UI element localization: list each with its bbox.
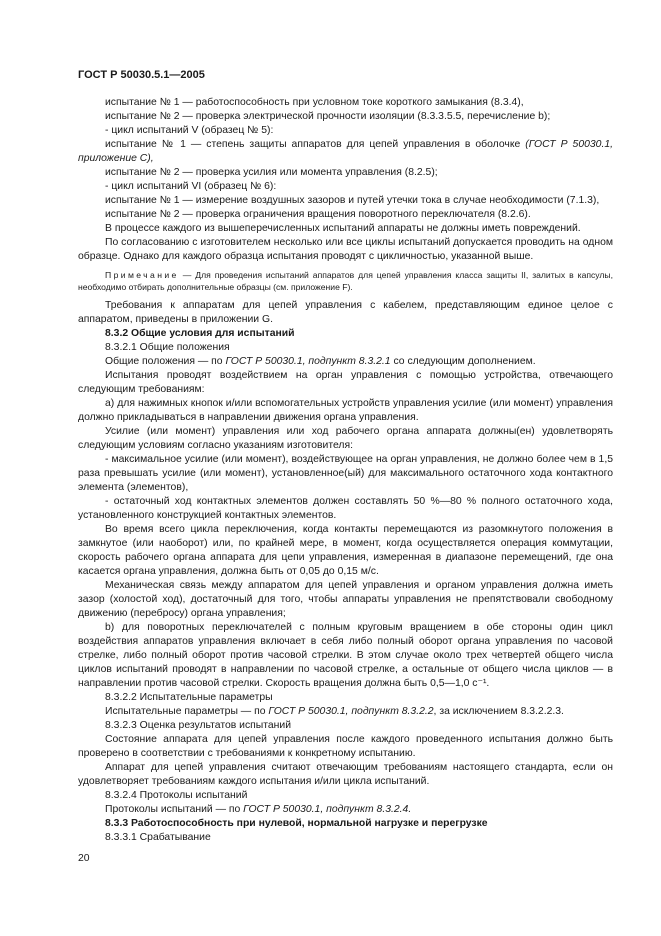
paragraph: [78, 138, 613, 166]
reference: ГОСТ Р 50030.1, подпункт 8.3.2.4.: [243, 804, 412, 815]
paragraph: [78, 705, 613, 719]
reference: ГОСТ Р 50030.1, подпункт 8.3.2.2: [268, 706, 434, 717]
text-span: Общие положения — по: [105, 356, 226, 367]
list-item: - остаточный ход контактных элементов должен составлять 50 %—80 % полного остаточного хода, установленного конструкцией контактных элементов.: [78, 496, 613, 521]
note: [78, 269, 613, 293]
list-item: - цикл испытаний VI (образец № 6):: [105, 181, 277, 192]
list-item: b) для поворотных переключателей с полным круговым вращением в обе стороны один цикл воздействия аппаратов управления включает в себя либо полный оборот органа управления по часовой стрелке, либо полный оборот против часовой стрелки. В этом случае около трех четвертей общего числа циклов испытаний проводят в направлении по часовой стрелке, а остальные от общего числа циклов — в направлении против часовой стрелки. Скорость вращения должна быть 0,5—1,0 с⁻¹.: [78, 622, 613, 689]
subsection-heading: 8.3.2.3 Оценка результатов испытаний: [105, 720, 292, 731]
paragraph: В процессе каждого из вышеперечисленных испытаний аппараты не должны иметь повреждений.: [105, 223, 581, 234]
paragraph: [78, 803, 613, 817]
list-item: а) для нажимных кнопок и/или вспомогательных устройств управления усилие (или момент) управления должно прикладываться в направлении движения органа управления.: [78, 398, 613, 423]
subsection-heading: 8.3.2.1 Общие положения: [105, 342, 230, 353]
paragraph: Во время всего цикла переключения, когда контакты перемещаются из разомкнутого положения в замкнутое (или наоборот) или, по крайней мере, в момент, когда осуществляется операция коммутации, скорость рабочего органа аппарата для цепи управления, измеренная в диапазоне перемещений, где она касается органа управления, должна быть от 0,05 до 0,15 м/с.: [78, 524, 613, 577]
paragraph: испытание № 1 — измерение воздушных зазоров и путей утечки тока в случае необходимости (7.1.3),: [105, 195, 600, 206]
document-body: [78, 96, 613, 845]
paragraph: [78, 355, 613, 369]
reference: ГОСТ Р 50030.1, подпункт 8.3.2.1: [225, 356, 391, 367]
text-span: Испытательные параметры — по: [105, 706, 269, 717]
paragraph: Требования к аппаратам для цепей управления с кабелем, представляющим единое целое с аппаратом, приведены в приложении G.: [78, 300, 613, 325]
text-span: испытание № 1 — степень защиты аппаратов для цепей управления в оболочке: [105, 139, 526, 150]
paragraph: Аппарат для цепей управления считают отвечающим требованиям настоящего стандарта, если он удовлетворяет требованиям каждого испытания и/или цикла испытаний.: [78, 762, 613, 787]
text-span: , за исключением 8.3.2.2.3.: [433, 706, 564, 717]
subsection-heading: 8.3.2.4 Протоколы испытаний: [105, 790, 248, 801]
paragraph: испытание № 2 — проверка усилия или момента управления (8.2.5);: [105, 167, 438, 178]
paragraph: Состояние аппарата для цепей управления после каждого проведенного испытания должно быть проверено в соответствии с требованиями к конкретному испытанию.: [78, 734, 613, 759]
section-heading: 8.3.2 Общие условия для испытаний: [105, 328, 295, 339]
subsection-heading: 8.3.2.2 Испытательные параметры: [105, 692, 273, 703]
subsection-heading: 8.3.3.1 Срабатывание: [105, 832, 211, 843]
paragraph: испытание № 2 — проверка ограничения вращения поворотного переключателя (8.2.6).: [105, 209, 531, 220]
paragraph: Испытания проводят воздействием на орган управления с помощью устройства, отвечающего следующим требованиям:: [78, 370, 613, 395]
list-item: - максимальное усилие (или момент), воздействующее на орган управления, не должно более чем в 1,5 раза превышать усилие (или момент), установленное(ый) для максимального остаточного хода контактного элемента (элементов),: [78, 454, 613, 493]
note-label: Примечание: [105, 270, 179, 280]
list-item: - цикл испытаний V (образец № 5):: [105, 125, 274, 136]
section-heading: 8.3.3 Работоспособность при нулевой, нормальной нагрузке и перегрузке: [105, 818, 488, 829]
text-span: Протоколы испытаний — по: [105, 804, 244, 815]
document-header: ГОСТ Р 50030.5.1—2005: [78, 69, 205, 81]
paragraph: испытание № 2 — проверка электрической прочности изоляции (8.3.3.5.5, перечисление b);: [105, 111, 551, 122]
paragraph: Механическая связь между аппаратом для цепей управления и органом управления должна иметь зазор (холостой ход), достаточный для того, чтобы аппараты управления не препятствовали свободному движению (перебросу) органа управления;: [78, 580, 613, 619]
reference: (ГОСТ Р 50030.1, приложение С),: [78, 139, 613, 164]
paragraph: По согласованию с изготовителем несколько или все циклы испытаний допускается проводить на одном образце. Однако для каждого образца испытания проводят с цикличностью, указанной выше.: [78, 237, 613, 262]
paragraph: Усилие (или момент) управления или ход рабочего органа аппарата должны(ен) удовлетворять следующим условиям согласно указаниям изготовителя:: [78, 426, 613, 451]
paragraph: испытание № 1 — работоспособность при условном токе короткого замыкания (8.3.4),: [105, 97, 524, 108]
text-span: со следующим дополнением.: [390, 356, 536, 367]
note-text: — Для проведения испытаний аппаратов для цепей управления класса защиты II, залитых в капсулы, необходимо отбирать дополнительные образцы (см. приложение F).: [78, 270, 613, 292]
page-number: 20: [78, 853, 90, 864]
